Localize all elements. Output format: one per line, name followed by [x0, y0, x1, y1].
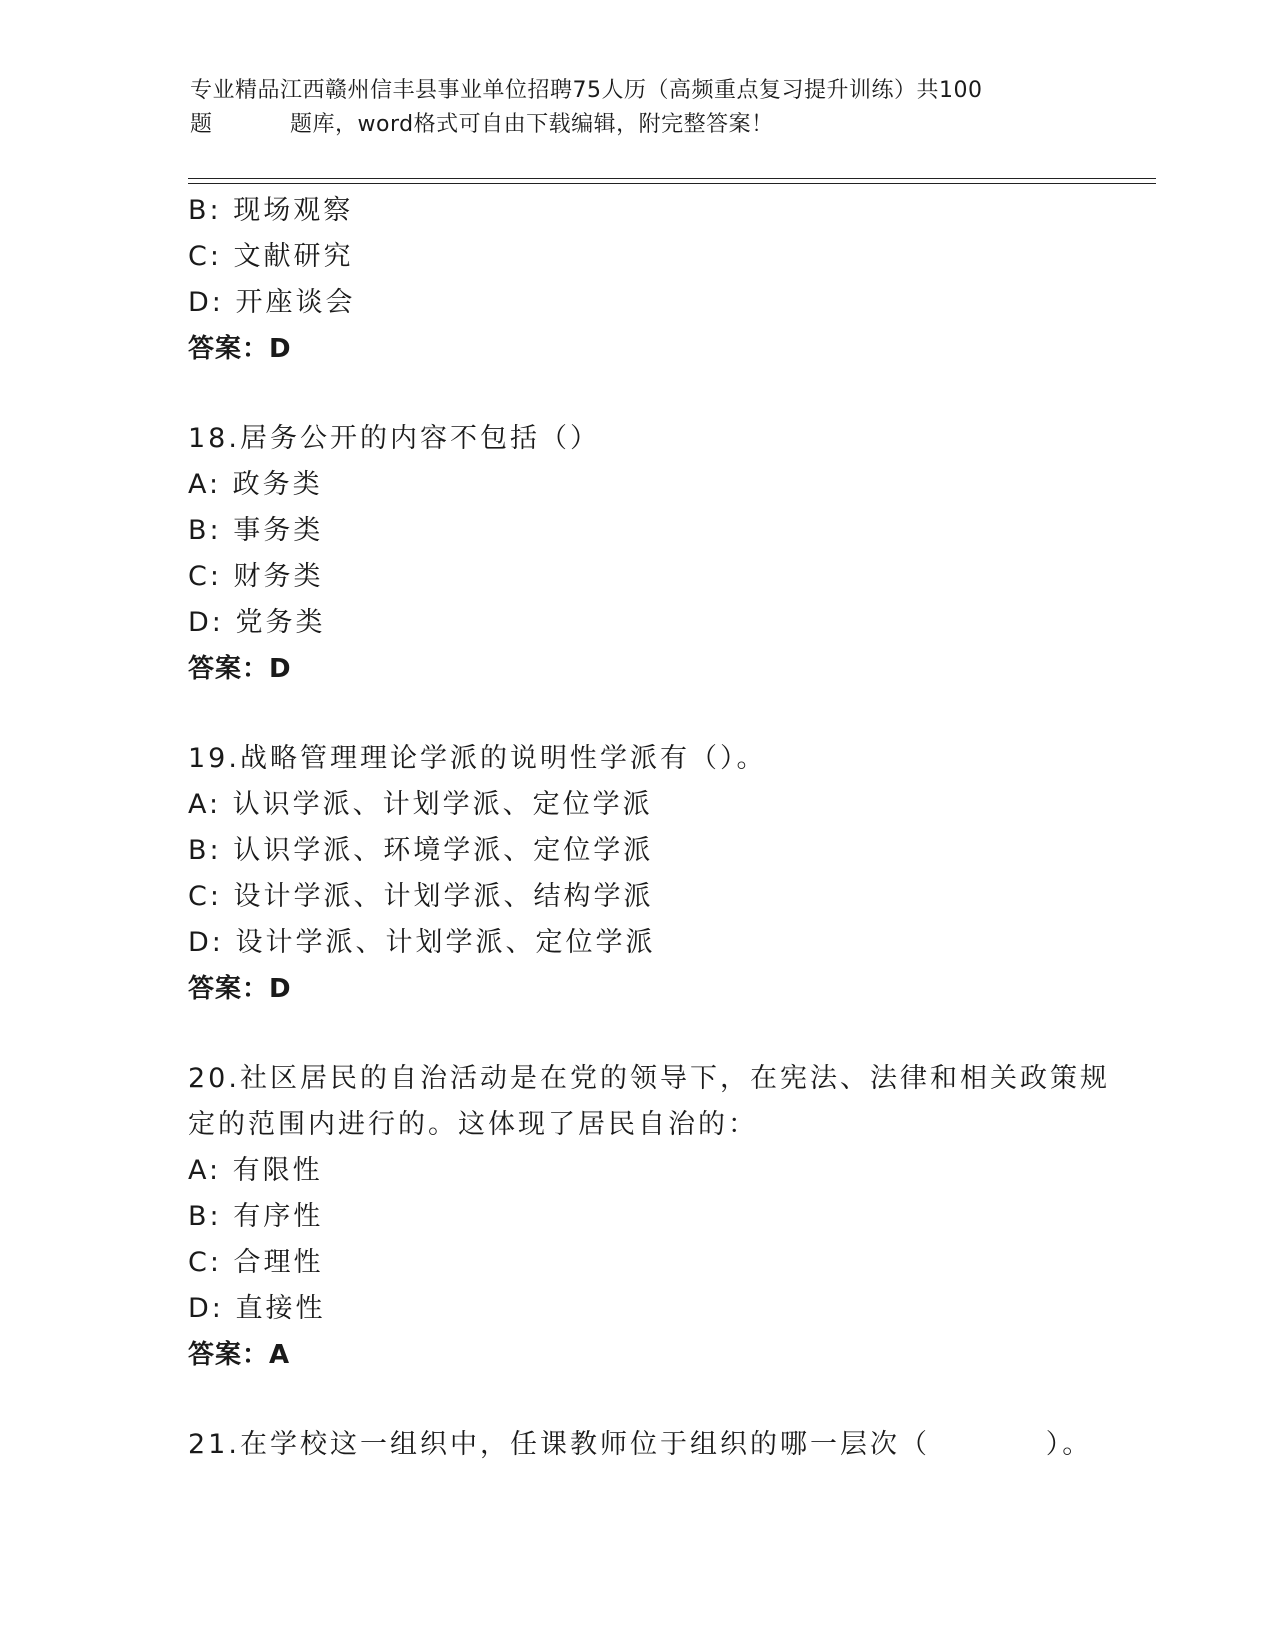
header-divider-top — [188, 178, 1156, 179]
spacer — [188, 1378, 1088, 1422]
option-b: B: 认识学派、环境学派、定位学派 — [188, 835, 654, 866]
answer-line: 答案：A — [188, 1340, 291, 1370]
question-20-block — [188, 1056, 1110, 1378]
spacer — [188, 692, 1088, 736]
question-21-block — [188, 1422, 1093, 1468]
option-b: B: 现场观察 — [188, 195, 354, 226]
option-a: A: 认识学派、计划学派、定位学派 — [188, 789, 653, 820]
option-b: B: 有序性 — [188, 1201, 324, 1232]
question-18-text: 18.居务公开的内容不包括（） — [188, 423, 600, 454]
question-20-text-line1: 20.社区居民的自治活动是在党的领导下，在宪法、法律和相关政策规 — [188, 1063, 1110, 1094]
option-c: C: 合理性 — [188, 1247, 324, 1278]
option-d: D: 设计学派、计划学派、定位学派 — [188, 927, 656, 958]
header-title-line2-rest: 题库，word格式可自由下载编辑，附完整答案！ — [290, 112, 774, 137]
answer-line: 答案：D — [188, 654, 292, 684]
option-a: A: 有限性 — [188, 1155, 323, 1186]
header-title-line2 — [190, 108, 1070, 142]
question-18-block — [188, 416, 1088, 692]
option-c: C: 设计学派、计划学派、结构学派 — [188, 881, 654, 912]
spacer — [188, 1012, 1088, 1056]
header-title-line1: 专业精品江西赣州信丰县事业单位招聘75人历（高频重点复习提升训练）共100 — [190, 78, 983, 103]
document-header — [190, 74, 1070, 142]
question-17-block — [188, 188, 1088, 372]
document-body — [188, 188, 1110, 1468]
option-c: C: 财务类 — [188, 561, 324, 592]
option-b: B: 事务类 — [188, 515, 324, 546]
header-divider-bottom — [188, 183, 1156, 184]
spacer — [188, 372, 1088, 416]
option-d: D: 党务类 — [188, 607, 326, 638]
option-d: D: 直接性 — [188, 1293, 326, 1324]
header-title-line2-lead: 题 — [190, 112, 213, 137]
question-19-text: 19.战略管理理论学派的说明性学派有（）。 — [188, 743, 767, 774]
question-21-text: 21.在学校这一组织中，任课教师位于组织的哪一层次（ ）。 — [188, 1429, 1093, 1460]
answer-line: 答案：D — [188, 334, 292, 364]
option-c: C: 文献研究 — [188, 241, 354, 272]
question-20-text-line2: 定的范围内进行的。这体现了居民自治的： — [188, 1109, 758, 1140]
option-a: A: 政务类 — [188, 469, 323, 500]
question-19-block — [188, 736, 1088, 1012]
option-d: D: 开座谈会 — [188, 287, 356, 318]
answer-line: 答案：D — [188, 974, 292, 1004]
